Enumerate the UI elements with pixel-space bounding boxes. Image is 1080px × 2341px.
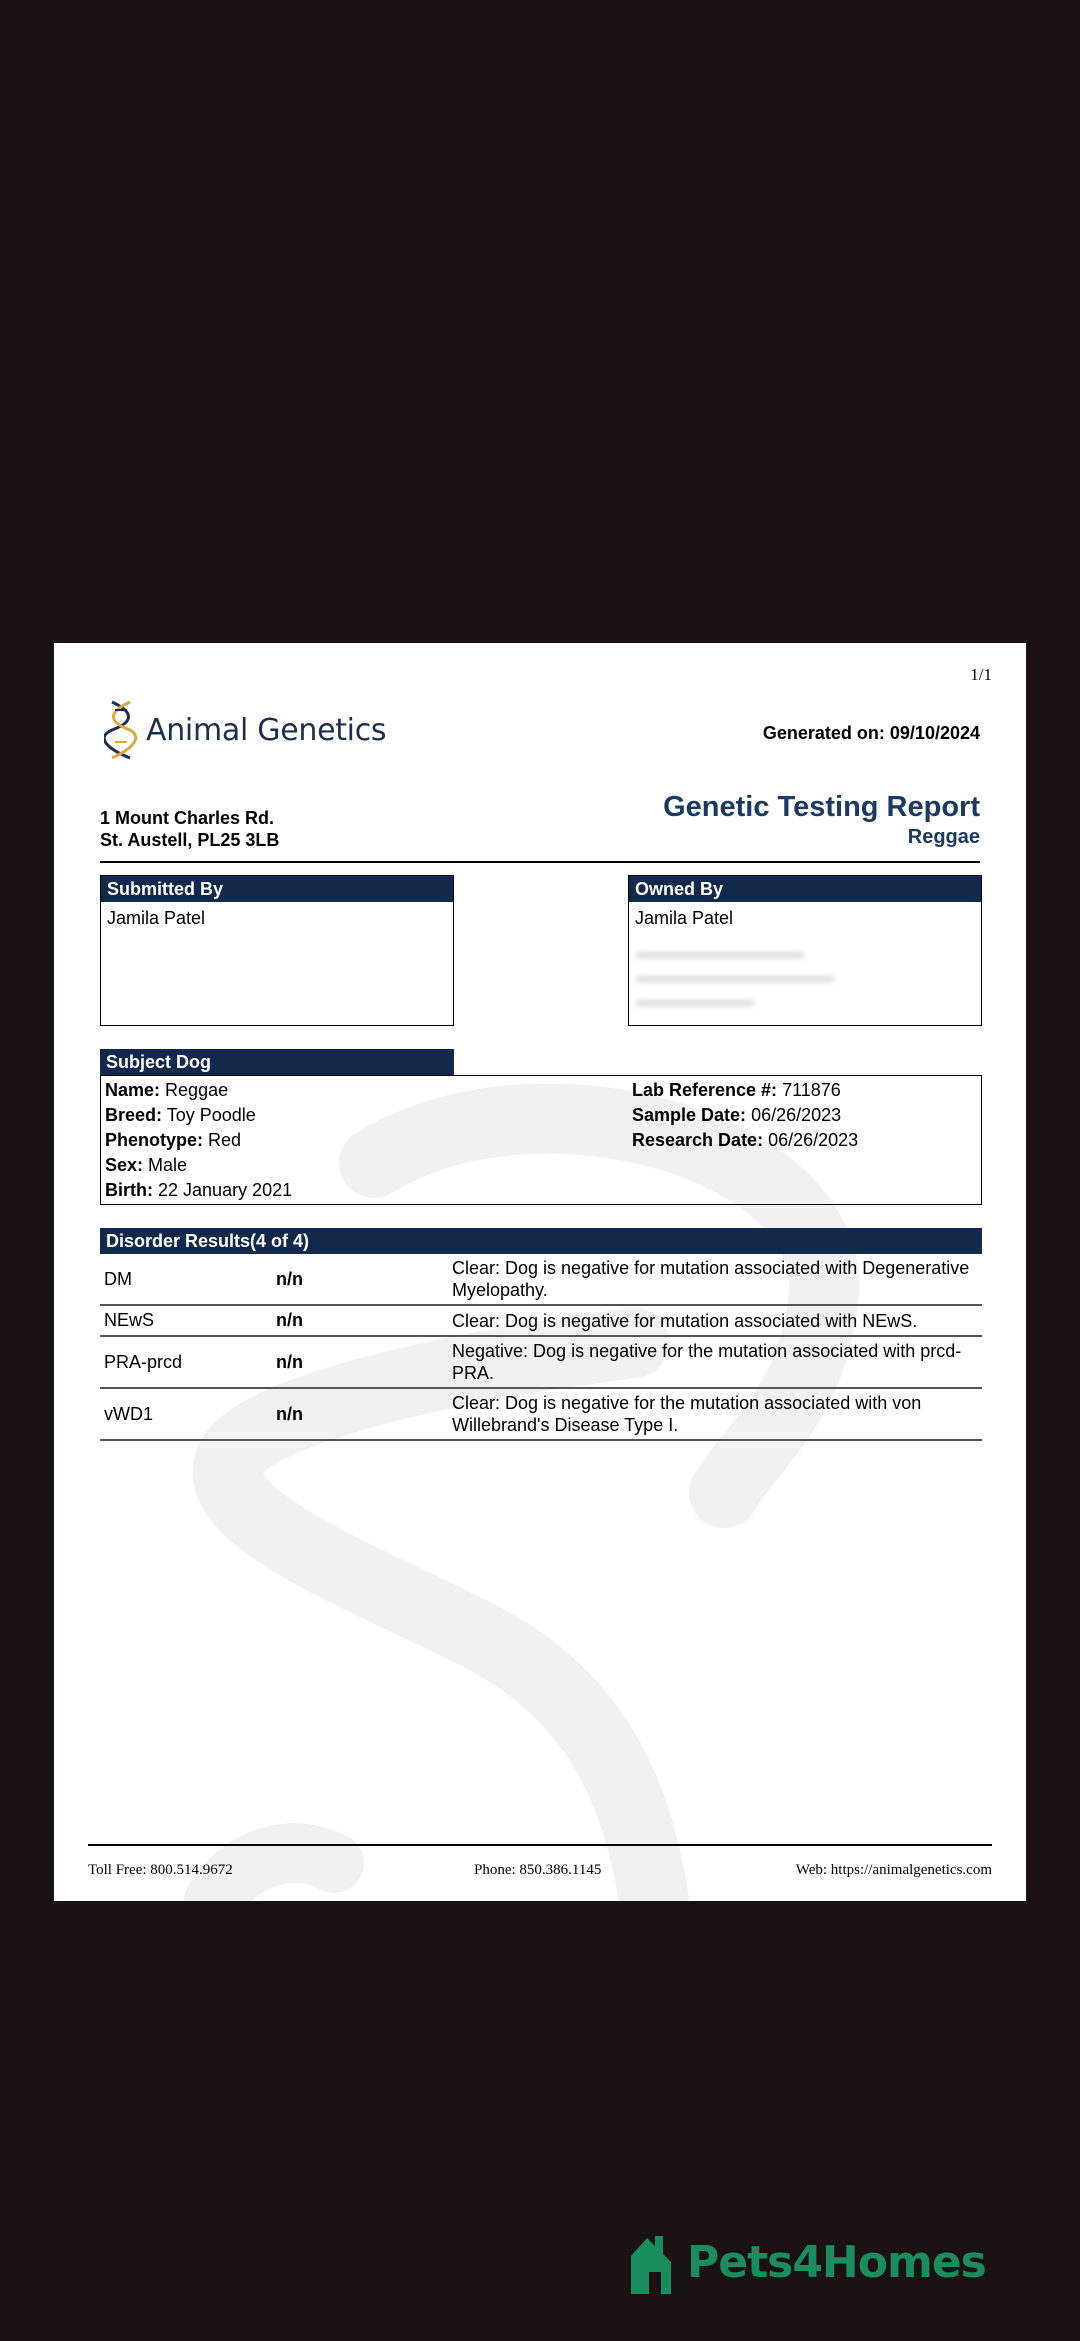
lab-logo [104, 698, 386, 762]
result-description: Clear: Dog is negative for mutation associated with NEwS. [452, 1310, 918, 1331]
subject-field: Research Date: 06/26/2023 [632, 1130, 859, 1150]
pets4homes-watermark [627, 2230, 986, 2294]
genotype: n/n [276, 1403, 303, 1424]
submitted-by-heading: Submitted By [101, 876, 453, 902]
table-row [100, 1254, 982, 1306]
result-description: Clear: Dog is negative for mutation associated with Degenerative Myelopathy. [452, 1258, 970, 1300]
subject-details-left [105, 1078, 292, 1203]
lab-address [100, 807, 279, 851]
subject-dog-box [100, 1075, 982, 1205]
redacted-line [635, 975, 835, 983]
footer-divider [88, 1844, 992, 1846]
test-name: DM [104, 1268, 132, 1289]
footer-web: Web: https://animalgenetics.com [795, 1862, 992, 1878]
brand-name: Pets4Homes [687, 2236, 986, 2288]
redacted-line [635, 951, 805, 959]
results-table [100, 1254, 982, 1441]
subject-field: Sex: Male [105, 1155, 188, 1175]
submitted-by-name: Jamila Patel [107, 908, 206, 928]
subject-field: Breed: Toy Poodle [105, 1105, 256, 1125]
owned-by-name: Jamila Patel [635, 908, 734, 928]
genotype: n/n [276, 1310, 303, 1330]
redacted-line [635, 999, 755, 1007]
subject-field: Lab Reference #: 711876 [632, 1080, 841, 1100]
result-description: Negative: Dog is negative for the mutation associated with prcd-PRA. [452, 1341, 962, 1383]
test-name: PRA-prcd [104, 1351, 183, 1372]
submitted-by-box [100, 875, 454, 1026]
address-line-1: 1 Mount Charles Rd. [100, 808, 275, 828]
dog-house-icon [627, 2230, 683, 2294]
table-row [100, 1389, 982, 1441]
footer-phone: Phone: 850.386.1145 [474, 1862, 602, 1878]
address-line-2: St. Austell, PL25 3LB [100, 830, 280, 850]
test-name: NEwS [104, 1310, 155, 1330]
genotype: n/n [276, 1351, 303, 1372]
report-document [54, 643, 1026, 1901]
subject-field: Sample Date: 06/26/2023 [632, 1105, 842, 1125]
report-title: Genetic Testing Report [663, 791, 980, 823]
report-subject-name: Reggae [907, 826, 980, 848]
footer-toll-free: Toll Free: 800.514.9672 [88, 1862, 233, 1878]
subject-field: Name: Reggae [105, 1080, 229, 1100]
subject-field: Phenotype: Red [105, 1130, 242, 1150]
result-description: Clear: Dog is negative for the mutation associated with von Willebrand's Disease Type I. [452, 1393, 922, 1435]
test-name: vWD1 [104, 1403, 153, 1424]
owned-by-heading: Owned By [629, 876, 981, 902]
generated-date: Generated on: 09/10/2024 [762, 723, 980, 743]
owned-by-box [628, 875, 982, 1026]
dna-icon [104, 698, 138, 762]
page-number: 1/1 [970, 665, 992, 684]
header-divider [100, 861, 980, 863]
genotype: n/n [276, 1268, 303, 1289]
subject-dog-heading: Subject Dog [100, 1049, 454, 1075]
subject-details-right [632, 1078, 858, 1153]
subject-field: Birth: 22 January 2021 [105, 1180, 293, 1200]
table-row [100, 1337, 982, 1389]
results-heading: Disorder Results(4 of 4) [100, 1228, 982, 1254]
lab-name: Animal Genetics [146, 712, 387, 748]
table-row [100, 1306, 982, 1337]
